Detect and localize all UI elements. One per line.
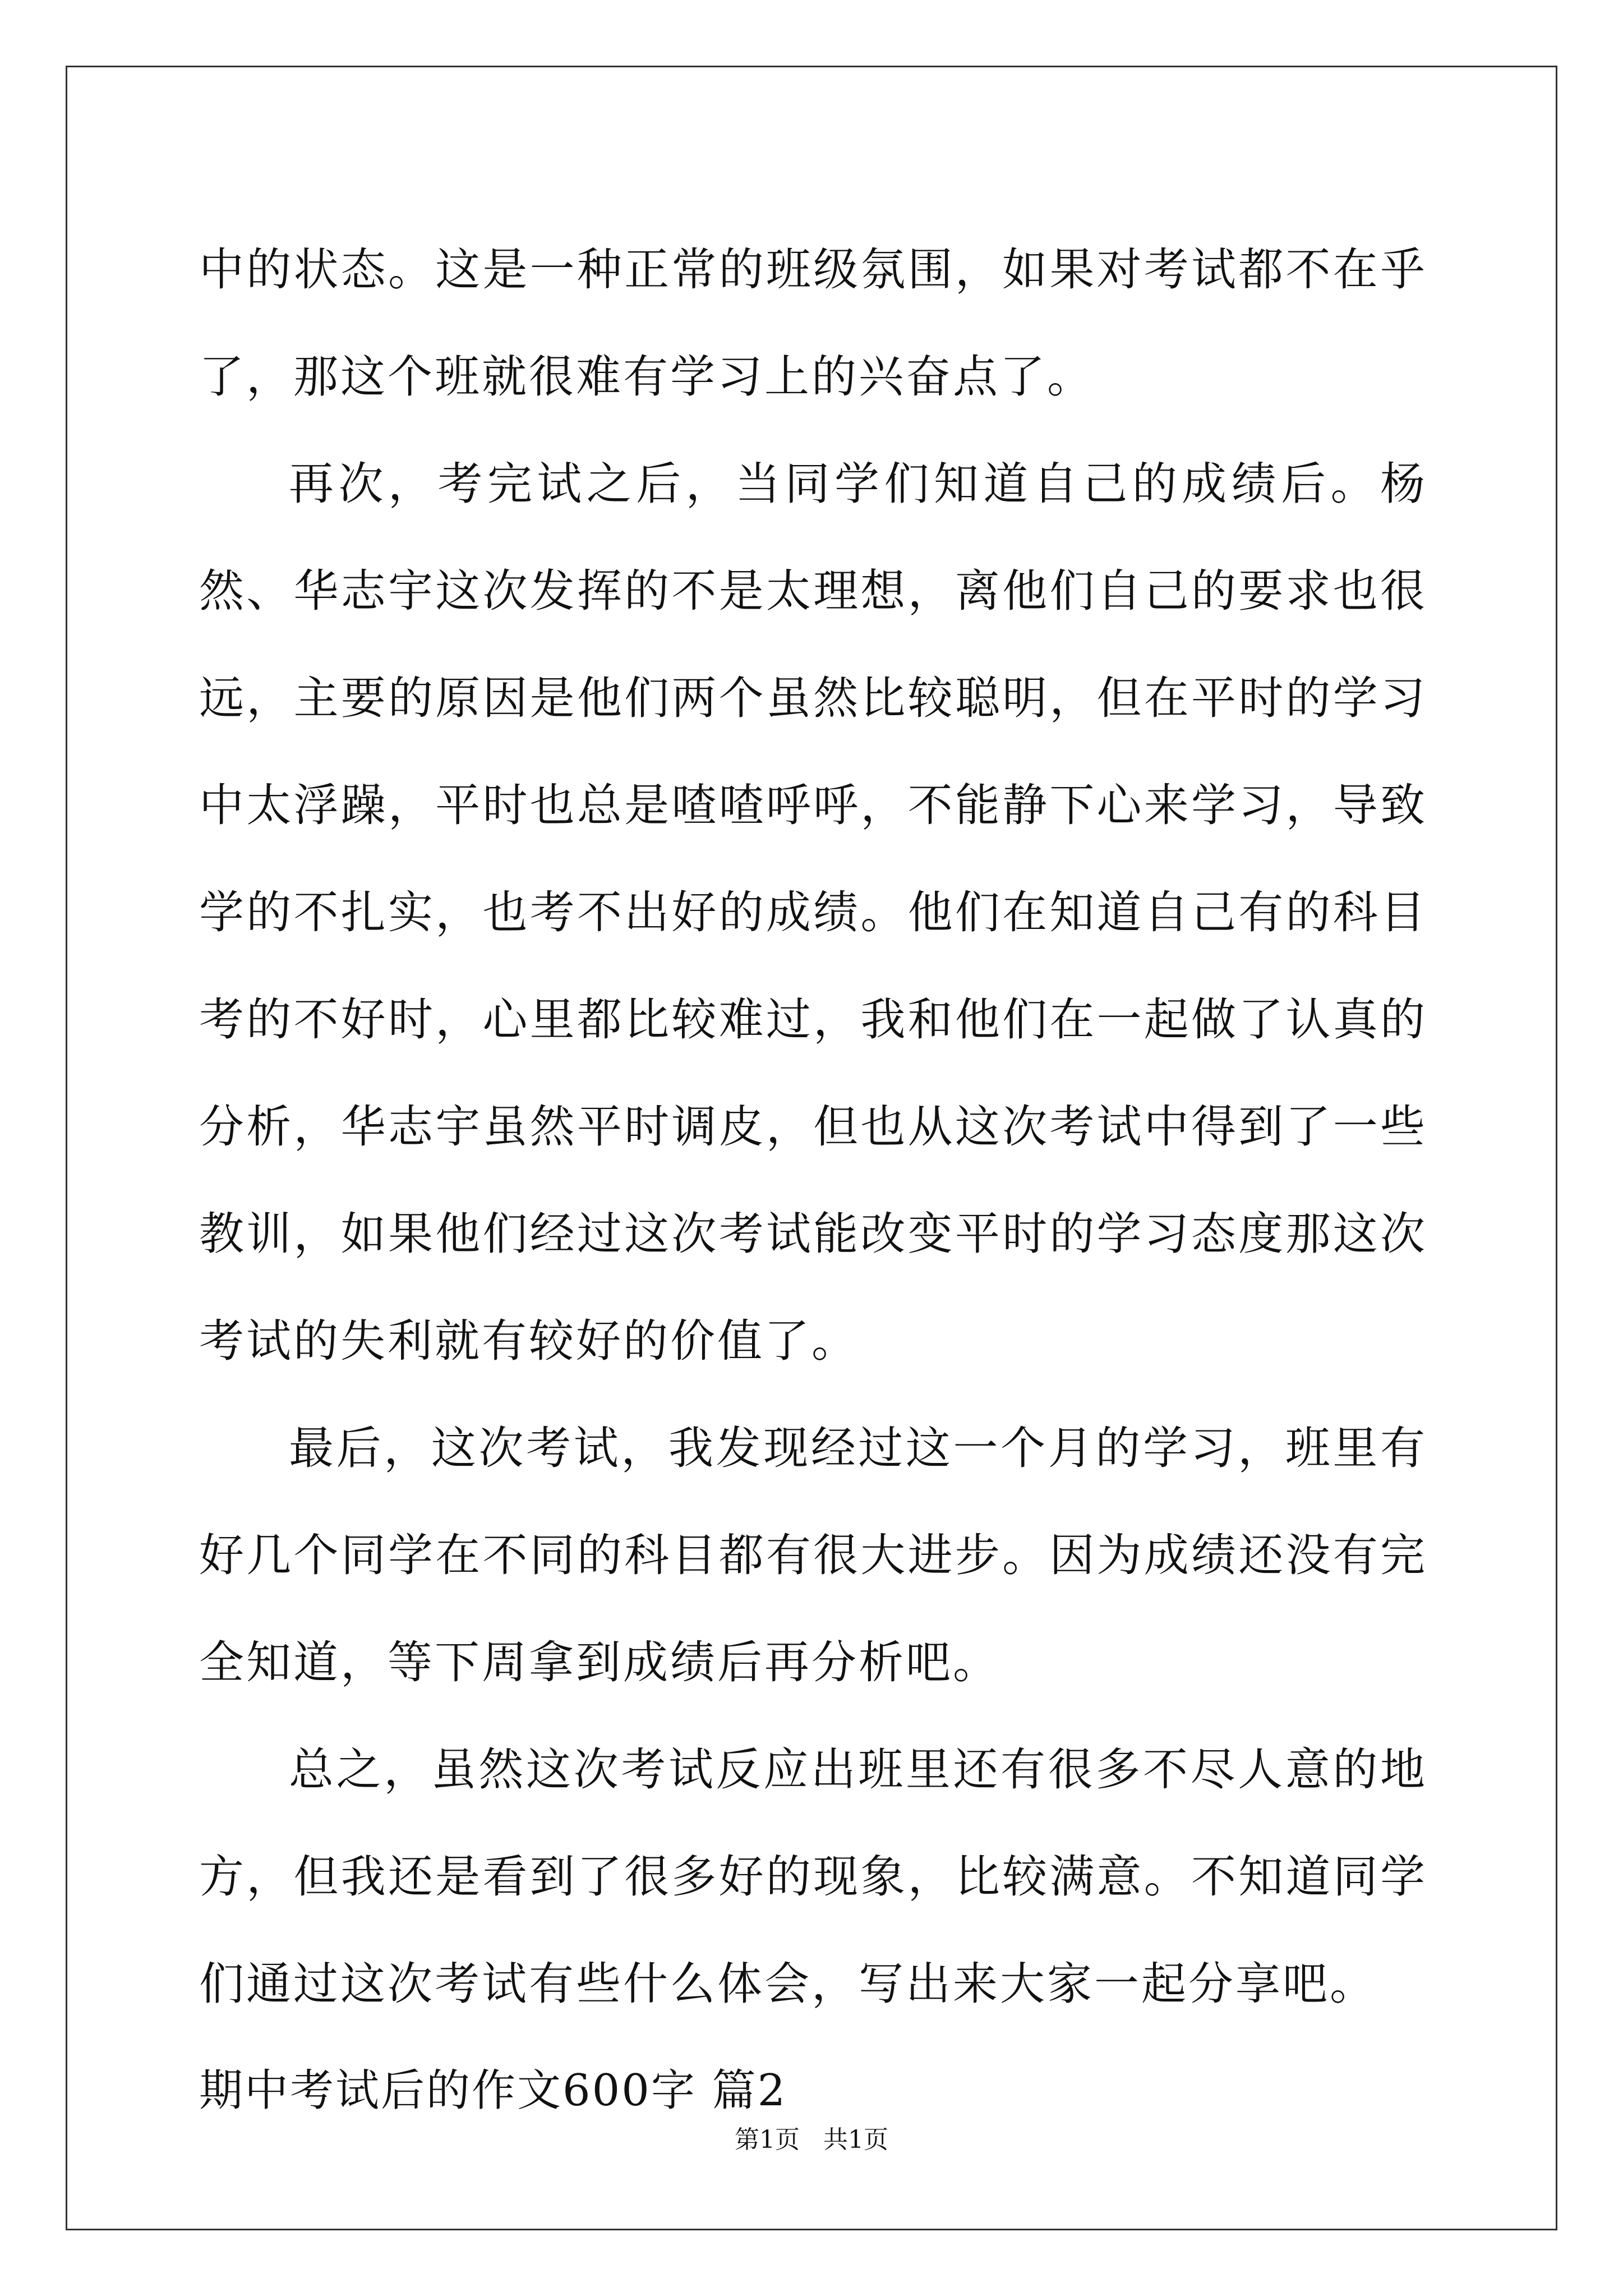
paragraph-4: 总之，虽然这次考试反应出班里还有很多不尽人意的地方，但我还是看到了很多好的现象，比较满意。不知道同学们通过这次考试有些什么体会，写出来大家一起分享吧。 [199,1743,1427,2010]
section-heading: 期中考试后的作文600字 篇2 [199,2065,787,2116]
document-body [199,216,1427,2145]
page-footer [0,2123,1623,2157]
page-number-current: 第1页 [735,2125,800,2154]
paragraph-1: 中的状态。这是一种正常的班级氛围，如果对考试都不在乎了，那这个班就很难有学习上的兴奋点了。 [199,243,1427,403]
page-number-total: 共1页 [823,2125,888,2154]
paragraph-2: 再次，考完试之后，当同学们知道自己的成绩后。杨然、华志宇这次发挥的不是太理想，离他们自己的要求也很远，主要的原因是他们两个虽然比较聪明，但在平时的学习中太浮躁，平时也总是喳喳呼呼，不能静下心来学习，导致学的不扎实，也考不出好的成绩。他们在知道自己有的科目考的不好时，心里都比较难过，我和他们在一起做了认真的分析，华志宇虽然平时调皮，但也从这次考试中得到了一些教训，如果他们经过这次考试能改变平时的学习态度那这次考试的失利就有较好的价值了。 [199,458,1427,1367]
paragraph-3: 最后，这次考试，我发现经过这一个月的学习，班里有好几个同学在不同的科目都有很大进步。因为成绩还没有完全知道，等下周拿到成绩后再分析吧。 [199,1422,1427,1688]
